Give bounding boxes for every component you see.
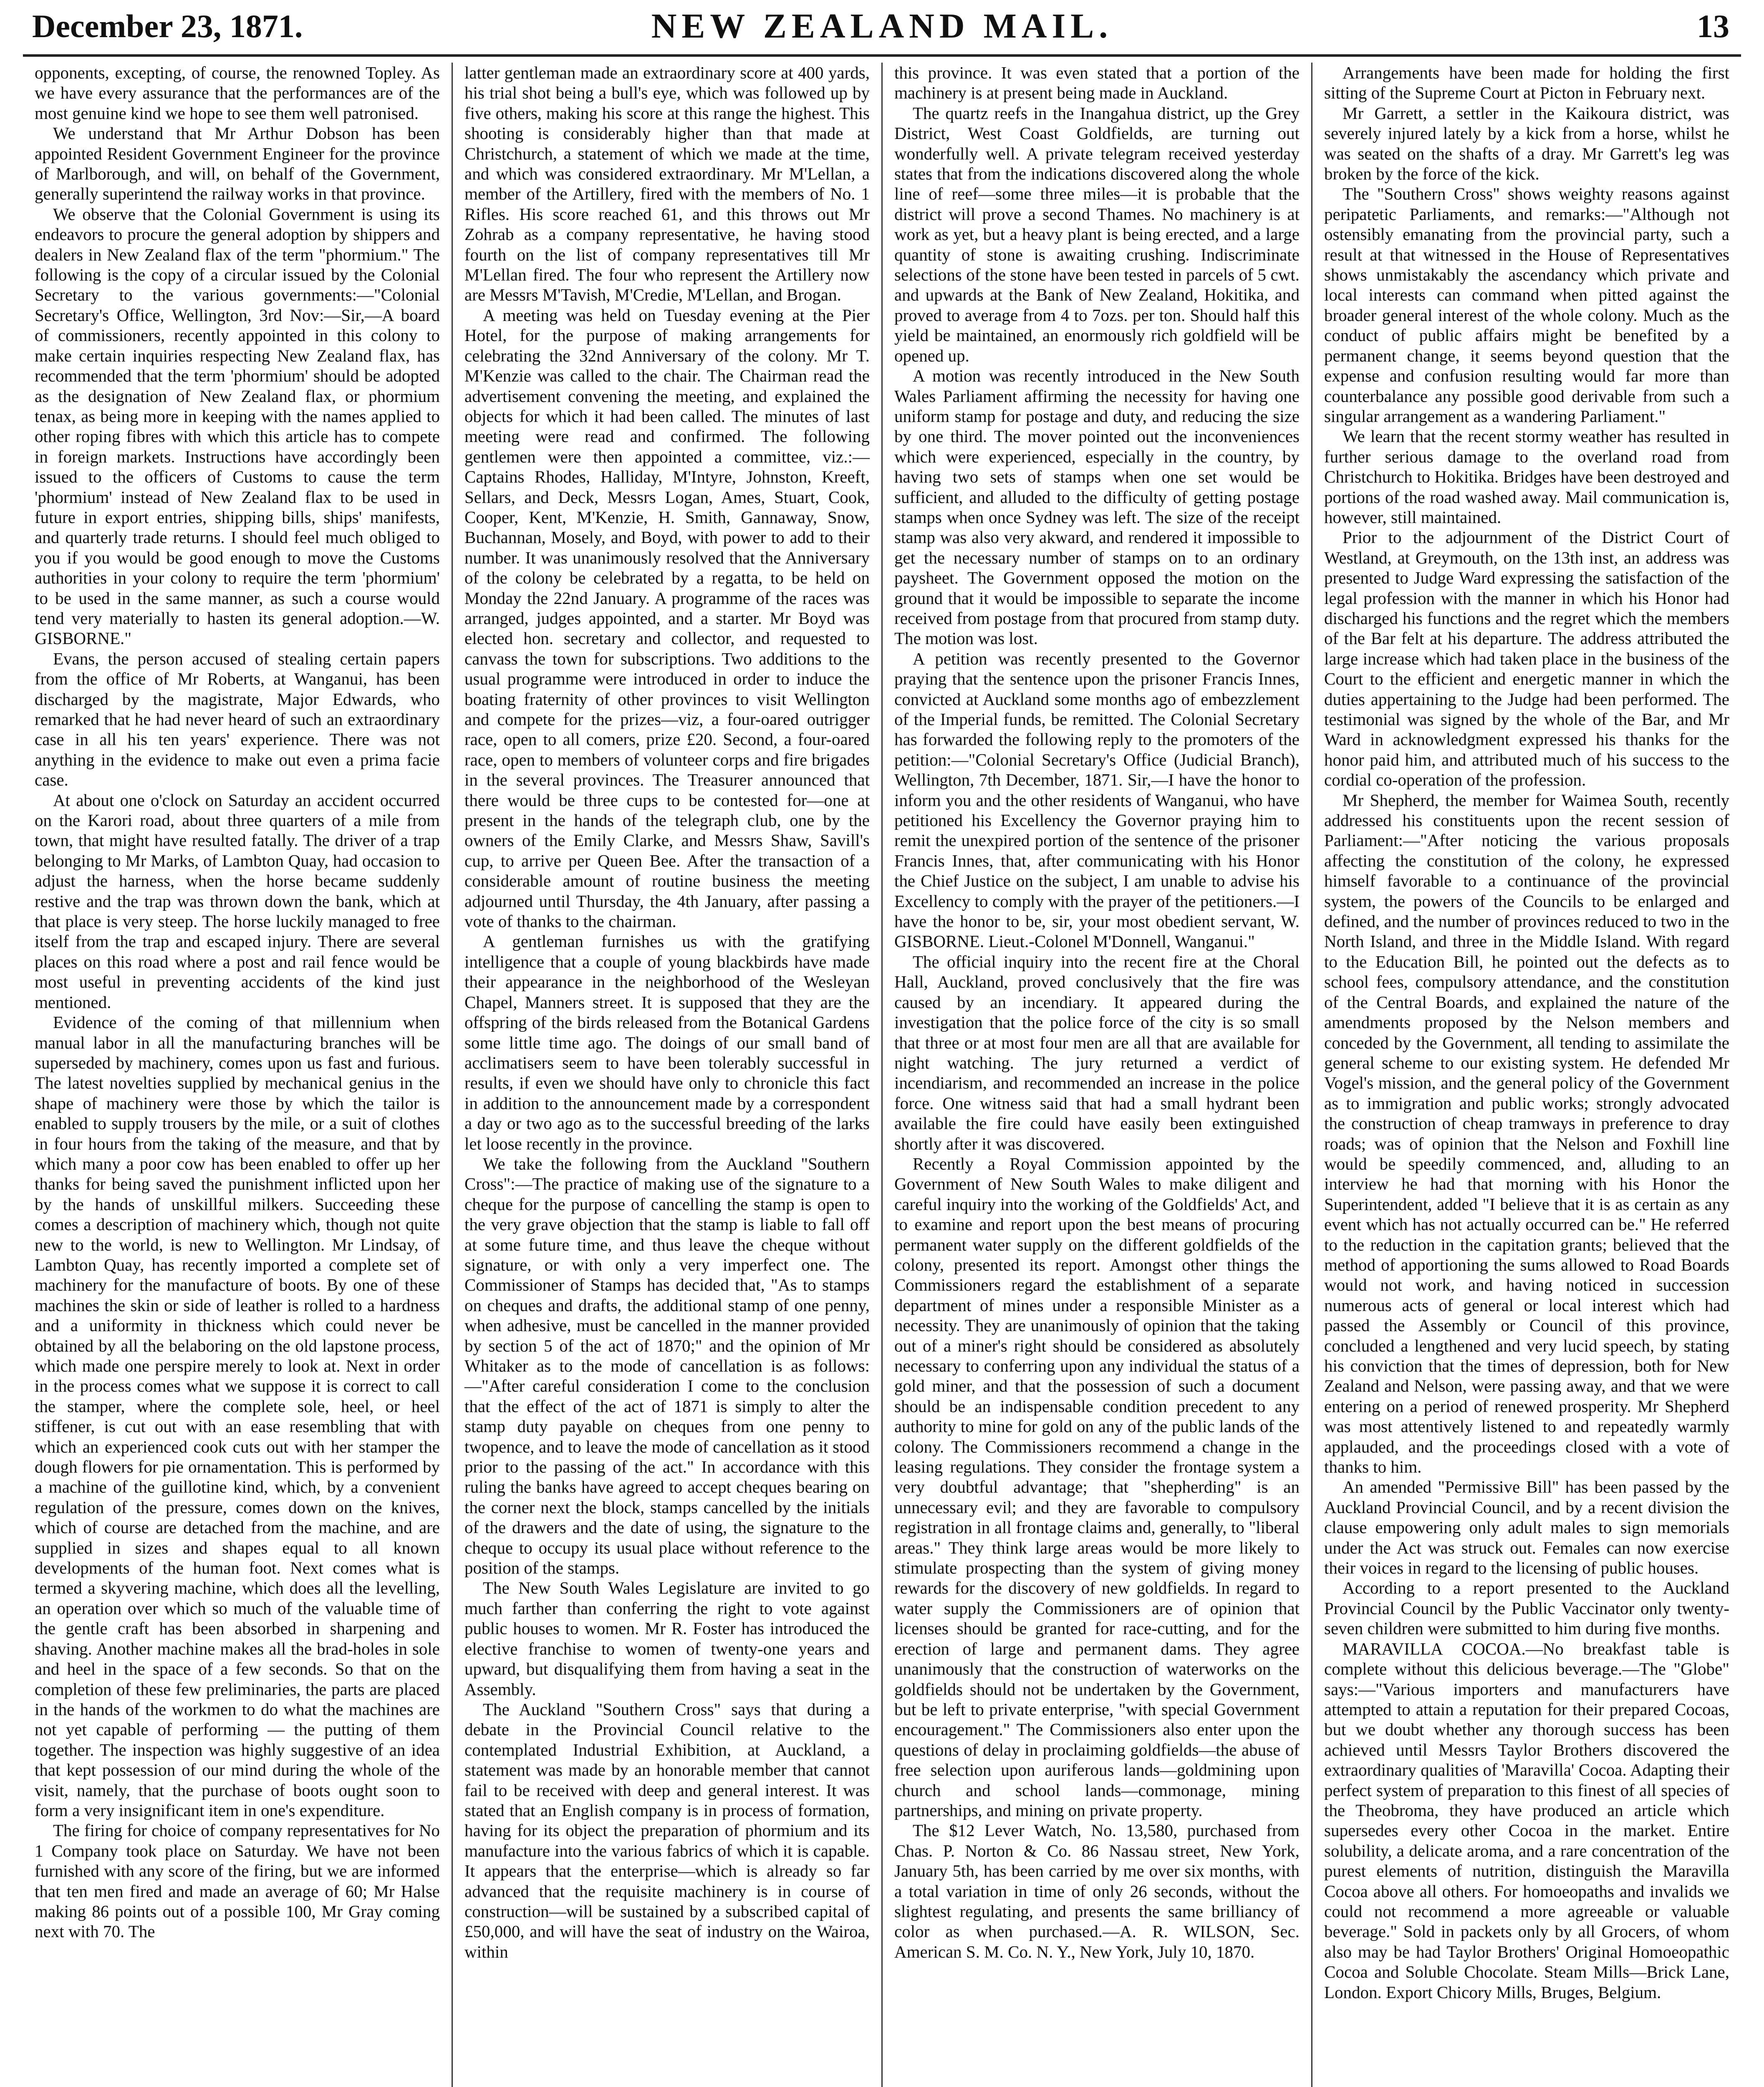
article-paragraph: The "Southern Cross" shows weighty reasons against peripatetic Parliaments, and remarks:—"Although not ostensibly emanating from the provincial party, such a result at that witnessed in the House of Representatives shows unmistakably the ascendancy which private and local interests can command when pitted against the broader general interest of the whole colony. Much as the conduct of public affairs might be benefited by a permanent change, it seems beyond question that the expense and confusion resulting would far more than counterbalance any possible good derivable from such a singular arrangement as a wandering Parliament." [1324,184,1729,426]
article-paragraph: Mr Garrett, a settler in the Kaikoura district, was severely injured lately by a kick from a horse, whilst he was seated on the shafts of a dray. Mr Garrett's leg was broken by the force of the kick. [1324,103,1729,184]
article-paragraph: Evans, the person accused of stealing certain papers from the office of Mr Roberts, at Wanganui, has been discharged by the magistrate, Major Edwards, who remarked that he had never heard of such an extraordinary case in all his ten years' experience. There was not anything in the evidence to make out even a prima facie case. [35,649,440,790]
article-paragraph: According to a report presented to the Auckland Provincial Council by the Public Vaccinator only twenty-seven children were submitted to him during five months. [1324,1578,1729,1638]
article-paragraph: We understand that Mr Arthur Dobson has been appointed Resident Government Engineer for the province of Marlborough, and will, on behalf of the Government, generally superintend the railway works in that province. [35,124,440,204]
article-paragraph: We take the following from the Auckland "Southern Cross":—The practice of making use of the signature to a cheque for the purpose of cancelling the stamp is open to the very grave objection that the stamp is liable to fall off at some future time, and thus leave the cheque without signature, or with only a very imperfect one. The Commissioner of Stamps has decided that, "As to stamps on cheques and drafts, the additional stamp of one penny, when adhesive, must be cancelled in the manner provided by section 5 of the act of 1870;" and the opinion of Mr Whitaker as to the mode of cancellation is as follows:—"After careful consideration I come to the conclusion that the effect of the act of 1871 is simply to alter the stamp duty payable on cheques from one penny to twopence, and to leave the mode of cancellation as it stood prior to the passing of the act." In accordance with this ruling the banks have agreed to accept cheques bearing on the corner next the block, stamps cancelled by the initials of the drawers and the date of using, the signature to the cheque to occupy its usual place without reference to the position of the stamps. [464,1154,870,1578]
column-4 [1312,63,1741,2087]
article-paragraph: Prior to the adjournment of the District Court of Westland, at Greymouth, on the 13th inst, an address was presented to Judge Ward expressing the satisfaction of the legal profession with the manner in which his Honor had discharged his functions and the regret which the members of the Bar felt at his departure. The address attributed the large increase which had taken place in the business of the Court to the efficient and energetic manner in which the duties appertaining to the Judge had been performed. The testimonial was signed by the whole of the Bar, and Mr Ward in acknowledgment expressed his thanks for the honor paid him, and attributed much of his success to the cordial co-operation of the profession. [1324,528,1729,790]
column-2 [453,63,883,2087]
article-paragraph: We observe that the Colonial Government is using its endeavors to procure the general adoption by shippers and dealers in New Zealand flax of the term "phormium." The following is the copy of a circular issued by the Colonial Secretary to the various governments:—"Colonial Secretary's Office, Wellington, 3rd Nov:—Sir,—A board of commissioners, recently appointed in this colony to make certain inquiries respecting New Zealand flax, has recommended that the term 'phormium' should be adopted as the designation of New Zealand flax, or phormium tenax, as being more in keeping with the names applied to other roping fibres with which this article has to compete in foreign markets. Instructions have accordingly been issued to the officers of Customs to cause the term 'phormium' instead of New Zealand flax to be used in future in export entries, shipping bills, ships' manifests, and quarterly trade returns. I should feel much obliged to you if you would be good enough to move the Customs authorities in your colony to require the term 'phormium' to be used in the same manner, as such a course would tend very materially to hasten its general adoption.—W. GISBORNE." [35,204,440,648]
article-paragraph: The Auckland "Southern Cross" says that during a debate in the Provincial Council relative to the contemplated Industrial Exhibition, at Auckland, a statement was made by an honorable member that cannot fail to be received with deep and general interest. It was stated that an English company is in process of formation, having for its object the preparation of phormium and its manufacture into the various fabrics of which it is capable. It appears that the enterprise—which is already so far advanced that the requisite machinery is in course of construction—will be sustained by a subscribed capital of £50,000, and will have the seat of industry on the Wairoa, within [464,1699,870,1961]
article-paragraph: Mr Shepherd, the member for Waimea South, recently addressed his constituents upon the recent session of Parliament:—"After noticing the various proposals affecting the constitution of the colony, he expressed himself favorable to a continuance of the provincial system, the powers of the Councils to be enlarged and defined, and the number of provinces reduced to two in the North Island, and three in the Middle Island. With regard to the Education Bill, he pointed out the defects as to school fees, compulsory attendance, and the constitution of the Central Boards, and explained the nature of the amendments proposed by the Nelson members and conceded by the Government, all tending to assimilate the general scheme to our existing system. He defended Mr Vogel's mission, and the general policy of the Government as to immigration and public works; strongly advocated the construction of cheap tramways in preference to dray roads; was of opinion that the Nelson and Foxhill line would be speedily commenced, and, alluding to an interview he had that morning with his Honor the Superintendent, added "I believe that it is as certain as any event which has not actually occurred can be." He referred to the reduction in the capitation grants; believed that the method of apportioning the sums allowed to Road Boards would not work, and having noticed in succession numerous acts of general or local interest which had passed the Assembly or Council of this province, concluded a lengthened and very lucid speech, by stating his conviction that the times of depression, both for New Zealand and Nelson, were passing away, and that we were entering on a period of renewed prosperity. Mr Shepherd was most attentively listened to and repeatedly warmly applauded, and the proceedings closed with a vote of thanks to him. [1324,790,1729,1477]
article-paragraph: A gentleman furnishes us with the gratifying intelligence that a couple of young blackbirds have made their appearance in the neighborhood of the Wesleyan Chapel, Manners street. It is supposed that they are the offspring of the birds released from the Botanical Gardens some little time ago. The doings of our small band of acclimatisers seem to have been tolerably successful in results, if even we should have only to chronicle this fact in addition to the announcement made by a correspondent a day or two ago as to the successful breeding of the larks let loose recently in the province. [464,932,870,1153]
article-paragraph: Evidence of the coming of that millennium when manual labor in all the manufacturing branches will be superseded by machinery, comes upon us fast and furious. The latest novelties supplied by mechanical genius in the shape of machinery were those by which the tailor is enabled to supply trousers by the mile, or a suit of clothes in four hours from the taking of the measure, and that by which many a poor cow has been enabled to offer up her thanks for being saved the punishment inflicted upon her by the hands of unskillful milkers. Succeeding these comes a description of machinery which, though not quite new to the world, is new to Wellington. Mr Lindsay, of Lambton Quay, has recently imported a complete set of machinery for the manufacture of boots. By one of these machines the skin or side of leather is rolled to a hardness and a uniformity in thickness which could never be obtained by all the belaboring on the old lapstone process, which made one perspire merely to look at. Next in order in the process comes what we suppose it is correct to call the stamper, where the complete sole, heel, or heel stiffener, is cut out with an ease resembling that with which an experienced cook cuts out with her stamper the dough flowers for pie ornamentation. This is performed by a machine of the guillotine kind, which, by a convenient regulation of the pressure, comes down on the knives, which of course are detached from the machine, and are supplied in sizes and shapes equal to all known developments of the human foot. Next comes what is termed a skyvering machine, which does all the levelling, an operation over which so much of the valuable time of the gentle craft has been absorbed in sharpening and shaving. Another machine makes all the brad-holes in sole and heel in the space of a few seconds. So that on the completion of these few preliminaries, the parts are placed in the hands of the workmen to do what the machines are not yet capable of performing — the putting of them together. The inspection was highly suggestive of an idea that kept possession of our mind during the whole of the visit, namely, that the purchase of boots ought soon to form a very insignificant item in one's expenditure. [35,1013,440,1820]
article-paragraph: this province. It was even stated that a portion of the machinery is at present being made in Auckland. [894,63,1300,103]
article-paragraph: MARAVILLA COCOA.—No breakfast table is complete without this delicious beverage.—The "Globe" says:—"Various importers and manufacturers have attempted to attain a reputation for their prepared Cocoas, but we doubt whether any thorough success has been achieved until Messrs Taylor Brothers discovered the extraordinary qualities of 'Maravilla' Cocoa. Adapting their perfect system of preparation to this finest of all species of the Theobroma, they have produced an article which supersedes every other Cocoa in the market. Entire solubility, a delicate aroma, and a rare concentration of the purest elements of nutrition, distinguish the Maravilla Cocoa above all others. For homoeopaths and invalids we could not recommend a more agreeable or valuable beverage." Sold in packets only by all Grocers, of whom also may be had Taylor Brothers' Original Homoeopathic Cocoa and Soluble Chocolate. Steam Mills—Brick Lane, London. Export Chicory Mills, Bruges, Belgium. [1324,1639,1729,2002]
column-1 [23,63,453,2087]
article-paragraph: The $12 Lever Watch, No. 13,580, purchased from Chas. P. Norton & Co. 86 Nassau street, New York, January 5th, has been carried by me over six months, with a total variation in time of only 26 seconds, without the slightest regulating, and presents the same brilliancy of color as when purchased.—A. R. WILSON, Sec. American S. M. Co. N. Y., New York, July 10, 1870. [894,1821,1300,1961]
article-paragraph: We learn that the recent stormy weather has resulted in further serious damage to the overland road from Christchurch to Hokitika. Bridges have been destroyed and portions of the road washed away. Mail communication is, however, still maintained. [1324,427,1729,527]
article-paragraph: A motion was recently introduced in the New South Wales Parliament affirming the necessity for having one uniform stamp for postage and duty, and reducing the size by one third. The mover pointed out the inconveniences which were experienced, especially in the country, by having two sets of stamps when one set would be sufficient, and alluded to the difficulty of getting postage stamps when once Sydney was left. The size of the receipt stamp was also very akward, and rendered it impossible to get the necessary number of stamps on to an ordinary paysheet. The Government opposed the motion on the ground that it would be impossible to separate the income received from postage from that procured from stamp duty. The motion was lost. [894,366,1300,648]
article-paragraph: A meeting was held on Tuesday evening at the Pier Hotel, for the purpose of making arrangements for celebrating the 32nd Anniversary of the colony. Mr T. M'Kenzie was called to the chair. The Chairman read the advertisement convening the meeting, and explained the objects for which it had been called. The minutes of last meeting were read and confirmed. The following gentlemen were then appointed a committee, viz.:—Captains Rhodes, Halliday, M'Intyre, Johnston, Kreeft, Sellars, and Deck, Messrs Logan, Ames, Stuart, Cook, Cooper, Kent, M'Kenzie, H. Smith, Gannaway, Snow, Buchannan, Mosely, and Boyd, with power to add to their number. It was unanimously resolved that the Anniversary of the colony be celebrated by a regatta, to be held on Monday the 22nd January. A programme of the races was arranged, judges appointed, and a starter. Mr Boyd was elected hon. secretary and collector, and requested to canvass the town for subscriptions. Two additions to the usual programme were introduced in order to induce the boating fraternity of other provinces to visit Wellington and compete for the prizes—viz, a four-oared outrigger race, open to all comers, prize £20. Second, a four-oared race, open to members of volunteer corps and fire brigades in the several provinces. The Treasurer announced that there would be three cups to be contested for—one at present in the hands of the telegraph club, one by the owners of the Emily Clarke, and Messrs Shaw, Savill's cup, to arrive per Queen Bee. After the transaction of a considerable amount of routine business the meeting adjourned until Thursday, the 4th January, after passing a vote of thanks to the chairman. [464,305,870,931]
article-columns [23,63,1741,2087]
article-paragraph: The New South Wales Legislature are invited to go much farther than conferring the right to vote against public houses to women. Mr R. Foster has introduced the elective franchise to women of twenty-one years and upward, but disqualifying them from having a seat in the Assembly. [464,1578,870,1699]
article-paragraph: opponents, excepting, of course, the renowned Topley. As we have every assurance that the performances are of the most genuine kind we hope to see them well patronised. [35,63,440,123]
article-paragraph: Arrangements have been made for holding the first sitting of the Supreme Court at Picton in February next. [1324,63,1729,103]
article-paragraph: latter gentleman made an extraordinary score at 400 yards, his trial shot being a bull's eye, which was followed up by five others, making his score at this range the highest. This shooting is considerably higher than that made at Christchurch, a statement of which we made at the time, and which was considered extraordinary. Mr M'Lellan, a member of the Artillery, fired with the members of No. 1 Rifles. His score reached 61, and this throws out Mr Zohrab as a company representative, he having stood fourth on the list of company representatives till Mr M'Lellan fired. The four who represent the Artillery now are Messrs M'Tavish, M'Credie, M'Lellan, and Brogan. [464,63,870,305]
column-3 [883,63,1312,2087]
newspaper-title: NEW ZEALAND MAIL. [651,7,1113,45]
masthead [23,0,1741,57]
issue-date: December 23, 1871. [32,8,303,44]
article-paragraph: A petition was recently presented to the Governor praying that the sentence upon the prisoner Francis Innes, convicted at Auckland some months ago of embezzlement of the Imperial funds, be remitted. The Colonial Secretary has forwarded the following reply to the promoters of the petition:—"Colonial Secretary's Office (Judicial Branch), Wellington, 7th December, 1871. Sir,—I have the honor to inform you and the other residents of Wanganui, who have petitioned his Excellency the Governor praying him to remit the unexpired portion of the sentence of the prisoner Francis Innes, that, after communicating with his Honor the Chief Justice on the subject, I am unable to advise his Excellency to comply with the prayer of the petitioners.—I have the honor to be, sir, your most obedient servant, W. GISBORNE. Lieut.-Colonel M'Donnell, Wanganui." [894,649,1300,951]
page-number: 13 [1697,8,1729,44]
article-paragraph: An amended "Permissive Bill" has been passed by the Auckland Provincial Council, and by a recent division the clause empowering only adult males to sign memorials under the Act was struck out. Females can now exercise their voices in regard to the licensing of public houses. [1324,1477,1729,1578]
article-paragraph: The quartz reefs in the Inangahua district, up the Grey District, West Coast Goldfields, are turning out wonderfully well. A private telegram received yesterday states that from the indications discovered along the whole line of reef—some three miles—it is probable that the district will prove a second Thames. No machinery is at work as yet, but a heavy plant is being erected, and a large quantity of stone is awaiting crushing. Indiscriminate selections of the stone have been tested in parcels of 5 cwt. and upwards at the Bank of New Zealand, Hokitika, and proved to average from 4 to 7ozs. per ton. Should half this yield be maintained, an enormously rich goldfield will be opened up. [894,103,1300,365]
article-paragraph: The official inquiry into the recent fire at the Choral Hall, Auckland, proved conclusively that the fire was caused by an incendiary. It appeared during the investigation that the police force of the city is so small that three or at most four men are all that are available for night watching. The jury returned a verdict of incendiarism, and recommended an increase in the police force. One witness said that had a small hydrant been available the fire could have easily been extinguished shortly after it was discovered. [894,952,1300,1153]
article-paragraph: At about one o'clock on Saturday an accident occurred on the Karori road, about three quarters of a mile from town, that might have resulted fatally. The driver of a trap belonging to Mr Marks, of Lambton Quay, had occasion to adjust the harness, when the horse became suddenly restive and the trap was thrown down the bank, which at that place is very steep. The horse luckily managed to free itself from the trap and escaped injury. There are several places on this road where a post and rail fence would be most useful in preventing accidents of the kind just mentioned. [35,790,440,1012]
article-paragraph: The firing for choice of company representatives for No 1 Company took place on Saturday. We have not been furnished with any score of the firing, but we are informed that ten men fired and made an average of 60; Mr Halse making 86 points out of a possible 100, Mr Gray coming next with 70. The [35,1821,440,1941]
article-paragraph: Recently a Royal Commission appointed by the Government of New South Wales to make diligent and careful inquiry into the working of the Goldfields' Act, and to examine and report upon the best means of procuring permanent water supply on the different goldfields of the colony, presented its report. Amongst other things the Commissioners regard the establishment of a separate department of mines under a responsible Minister as a necessity. They are unanimously of opinion that the taking out of a miner's right should be considered as absolutely necessary to conferring upon any individual the status of a gold miner, and that the possession of such a document should be an indispensable condition precedent to any authority to mine for gold on any of the public lands of the colony. The Commissioners recommend a change in the leasing regulations. They consider the frontage system a very doubtful advantage; that "shepherding" is an unnecessary evil; and they are favorable to compulsory registration in all frontage claims and, generally, to "liberal areas." They think large areas would be more likely to stimulate prospecting than the system of giving money rewards for the discovery of new goldfields. In regard to water supply the Commissioners are of opinion that licenses should be granted for race-cutting, and for the erection of large and permanent dams. They agree unanimously that the construction of waterworks on the goldfields should not be undertaken by the Government, but be left to private enterprise, "with special Government encouragement." The Commissioners also enter upon the questions of delay in proclaiming goldfields—the abuse of free selection upon auriferous lands—goldmining upon church and school lands—commonage, mining partnerships, and mining on private property. [894,1154,1300,1820]
